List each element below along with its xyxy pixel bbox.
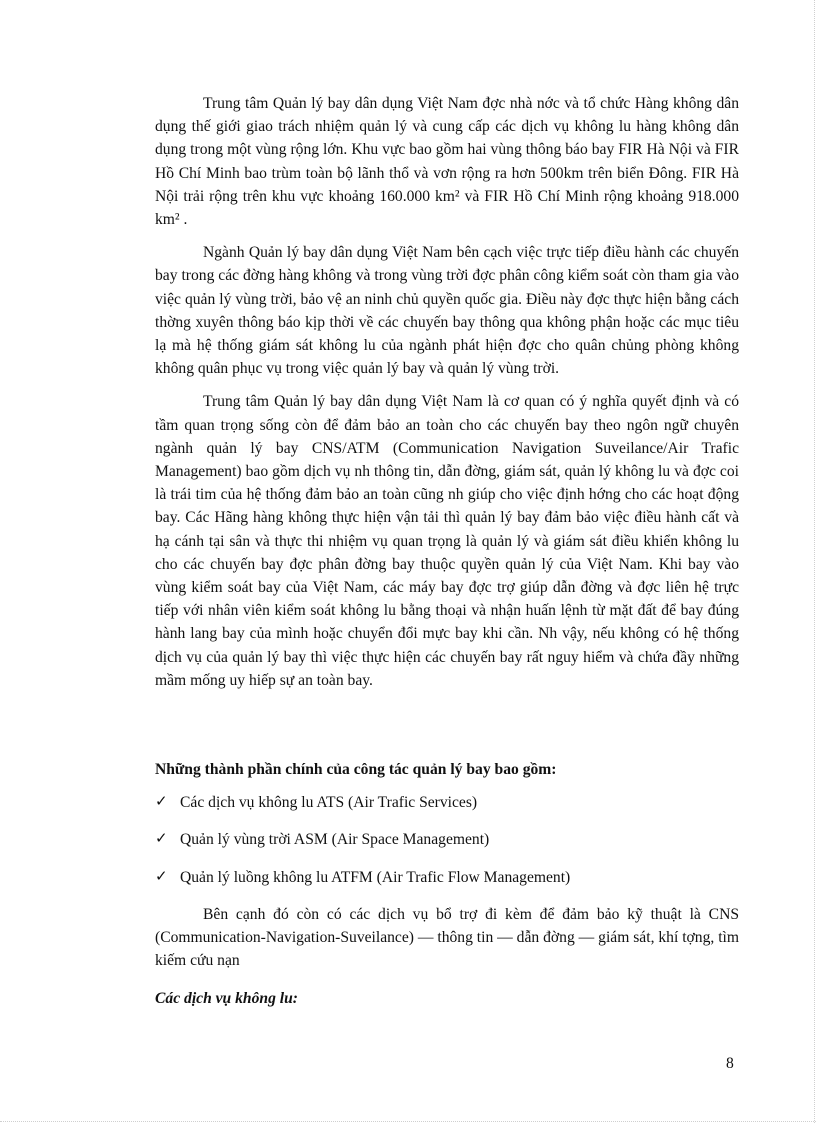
list-item [155, 828, 739, 851]
components-heading: Những thành phần chính của công tác quản lý bay bao gồm: [155, 761, 557, 779]
list-item [155, 866, 739, 889]
checkmark-icon: ✓ [155, 794, 168, 811]
paragraph-cns-atm: Trung tâm Quản lý bay dân dụng Việt Nam là cơ quan có ý nghĩa quyết định và có tầm quan trọng sống còn để đảm bảo an toàn cho các chuyến bay theo ngôn ngữ chuyên ngành quản lý bay CNS/ATM (Communication Navigation Suveilance/Air Trafic Management) bao gồm dịch vụ nh thông tin, dẫn đờng, giám sát, quản lý không lu và đợc coi là trái tim của hệ thống đảm bảo an toàn cũng nh giúp cho việc định hớng cho các hoạt động bay. Các Hãng hàng không thực hiện vận tải thì quản lý bay đảm bảo việc điều hành cất và hạ cánh tại sân và thực thi nhiệm vụ quan trọng là quản lý và giám sát điều khiển không lu cho các chuyến bay đợc phân đờng bay thuộc quyền quản lý của Việt Nam. Khi bay vào vùng kiểm soát bay của Việt Nam, các máy bay đợc trợ giúp dẫn đờng và đợc liên hệ trực tiếp với nhân viên kiểm soát không lu bằng thoại và nhận huấn lệnh từ mặt đất để bay đúng hành lang bay của mình hoặc chuyển đổi mực bay khi cần. Nh vậy, nếu không có hệ thống dịch vụ của quản lý bay thì việc thực hiện các chuyến bay rất nguy hiểm và chứa đầy những mầm mống uy hiếp sự an toàn bay. [155, 393, 739, 689]
checkmark-icon: ✓ [155, 868, 168, 885]
paragraph-intro: Trung tâm Quản lý bay dân dụng Việt Nam đợc nhà nớc và tổ chức Hàng không dân dụng thế giới giao trách nhiệm quản lý và cung cấp các dịch vụ không lu hàng không dân dụng trong một vùng rộng lớn. Khu vực bao gồm hai vùng thông báo bay FIR Hà Nội và FIR Hồ Chí Minh bao trùm toàn bộ lãnh thổ và vơn rộng ra hơn 500km trên biển Đông. FIR Hà Nội trải rộng trên khu vực khoảng 160.000 km² và FIR Hồ Chí Minh rộng khoảng 918.000 km² . [155, 95, 739, 229]
list-item [155, 791, 739, 814]
components-list [155, 791, 739, 889]
page-bottom-border [0, 1121, 816, 1122]
section-subheading: Các dịch vụ không lu: [155, 989, 298, 1007]
checkmark-icon: ✓ [155, 831, 168, 848]
list-item-text: Quản lý luồng không lu ATFM (Air Trafic Flow Management) [180, 868, 571, 886]
list-item-text: Các dịch vụ không lu ATS (Air Trafic Services) [180, 794, 478, 812]
paragraph-support-services: Bên cạnh đó còn có các dịch vụ bổ trợ đi kèm để đảm bảo kỹ thuật là CNS (Communication-Navigation-Suveilance) — thông tin — dẫn đờng — giám sát, khí tợng, tìm kiếm cứu nạn [155, 905, 739, 970]
page-body [155, 92, 739, 1010]
list-item-text: Quản lý vùng trời ASM (Air Space Management) [180, 831, 490, 849]
page-right-border [814, 0, 815, 1123]
page-number: 8 [726, 1055, 734, 1072]
paragraph-airspace-management: Ngành Quản lý bay dân dụng Việt Nam bên cạch việc trực tiếp điều hành các chuyến bay trong các đờng hàng không và trong vùng trời đợc phân công kiểm soát còn tham gia vào việc quản lý vùng trời, bảo vệ an ninh chủ quyền quốc gia. Điều này đợc thực hiện bằng cách thờng xuyên thông báo kịp thời về các chuyến bay thông qua không phận hoặc các mục tiêu lạ mà hệ thống giám sát không lu của ngành phát hiện đợc cho quân chủng phòng không không quân phục vụ trong việc quản lý bay và quản lý vùng trời. [155, 244, 739, 378]
